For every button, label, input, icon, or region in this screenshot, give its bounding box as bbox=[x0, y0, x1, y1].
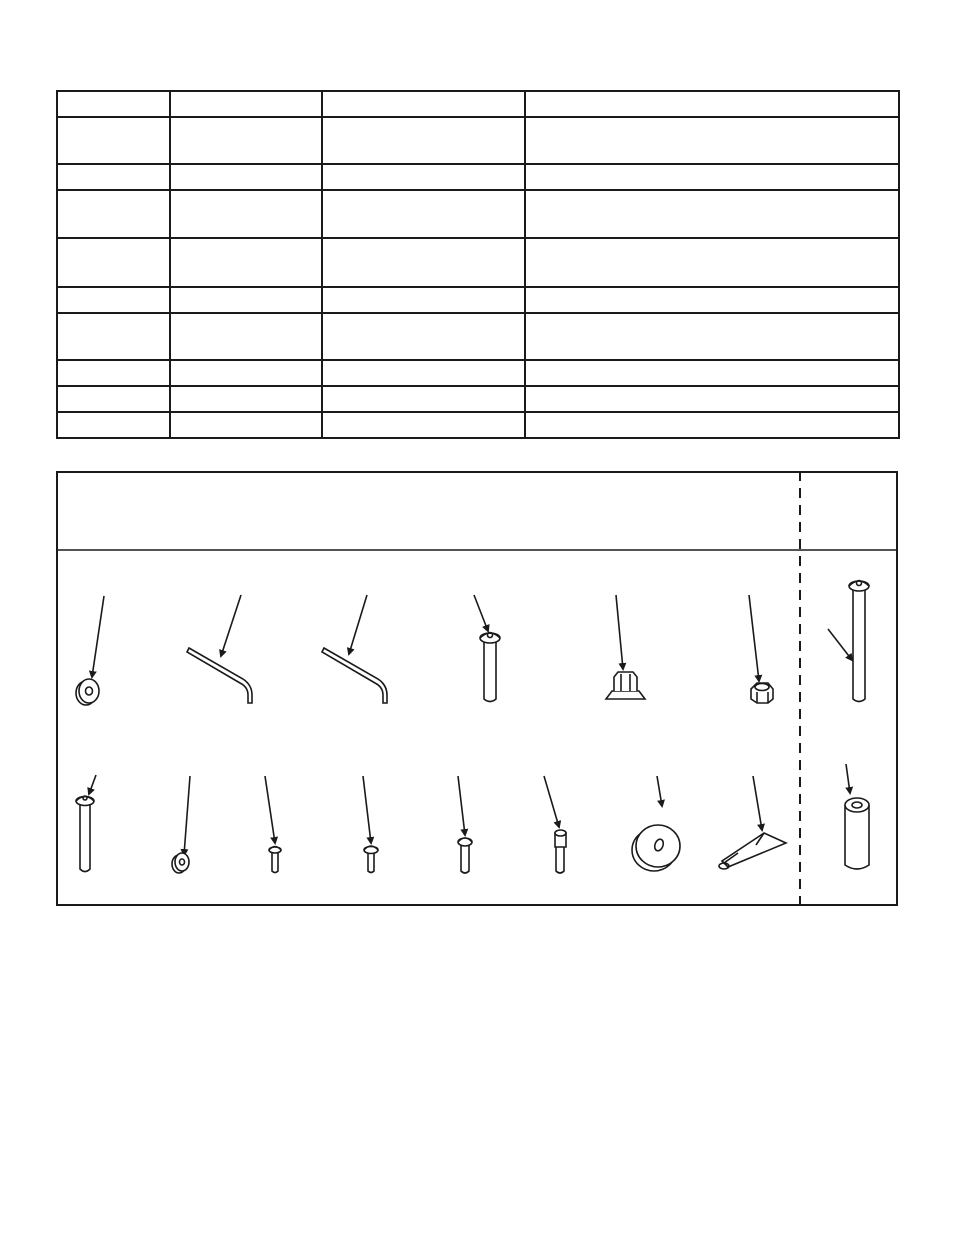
table-cell bbox=[57, 238, 170, 286]
table-cell bbox=[525, 360, 899, 386]
table-cell bbox=[170, 313, 322, 360]
spacer-tube-icon bbox=[845, 764, 869, 869]
table-cell bbox=[57, 360, 170, 386]
table-cell bbox=[170, 190, 322, 238]
table-row bbox=[57, 91, 899, 117]
table-row bbox=[57, 313, 899, 360]
table-cell bbox=[170, 117, 322, 164]
table-cell bbox=[170, 164, 322, 190]
hardware-panel bbox=[56, 471, 898, 906]
table-cell bbox=[322, 117, 525, 164]
table-cell bbox=[322, 190, 525, 238]
table-cell bbox=[322, 238, 525, 286]
table-cell bbox=[57, 164, 170, 190]
parts-table bbox=[56, 90, 900, 439]
table-cell bbox=[525, 91, 899, 117]
table-row bbox=[57, 164, 899, 190]
long-bolt-icon bbox=[76, 775, 96, 872]
table-cell bbox=[322, 386, 525, 412]
table-cell bbox=[525, 190, 899, 238]
long-allen-key-icon bbox=[187, 595, 252, 703]
extra-long-bolt-icon bbox=[828, 581, 869, 702]
medium-screw-icon bbox=[458, 776, 472, 873]
short-screw-icon bbox=[265, 776, 281, 873]
cable-tie-icon bbox=[719, 776, 786, 869]
table-cell bbox=[322, 412, 525, 438]
table-cell bbox=[170, 412, 322, 438]
table-row bbox=[57, 360, 899, 386]
short-screw-icon bbox=[363, 776, 378, 873]
table-cell bbox=[170, 386, 322, 412]
lock-nut-icon bbox=[749, 595, 773, 703]
table-cell bbox=[170, 91, 322, 117]
table-row bbox=[57, 117, 899, 164]
table-cell bbox=[322, 360, 525, 386]
table-cell bbox=[525, 386, 899, 412]
table-cell bbox=[525, 117, 899, 164]
table-cell bbox=[57, 313, 170, 360]
flat-washer-icon bbox=[76, 596, 104, 705]
table-cell bbox=[170, 238, 322, 286]
table-cell bbox=[57, 287, 170, 313]
table-row bbox=[57, 287, 899, 313]
table-cell bbox=[525, 412, 899, 438]
table-cell bbox=[57, 91, 170, 117]
table-cell bbox=[525, 287, 899, 313]
small-washer-icon bbox=[172, 776, 190, 873]
large-fender-washer-icon bbox=[632, 776, 680, 871]
table-cell bbox=[322, 164, 525, 190]
table-cell bbox=[525, 238, 899, 286]
table-cell bbox=[170, 360, 322, 386]
table-row bbox=[57, 190, 899, 238]
table-cell bbox=[57, 412, 170, 438]
plastic-leg-cap-icon bbox=[606, 595, 645, 699]
socket-cap-screw-icon bbox=[544, 776, 566, 873]
button-head-bolt-icon bbox=[474, 595, 500, 702]
table-cell bbox=[57, 190, 170, 238]
table-row bbox=[57, 238, 899, 286]
table-cell bbox=[525, 313, 899, 360]
allen-key-icon bbox=[322, 595, 387, 703]
table-cell bbox=[322, 287, 525, 313]
table-cell bbox=[57, 386, 170, 412]
table-cell bbox=[322, 91, 525, 117]
table-cell bbox=[525, 164, 899, 190]
table-row bbox=[57, 386, 899, 412]
table-row bbox=[57, 412, 899, 438]
table-cell bbox=[170, 287, 322, 313]
table-cell bbox=[322, 313, 525, 360]
table-cell bbox=[57, 117, 170, 164]
